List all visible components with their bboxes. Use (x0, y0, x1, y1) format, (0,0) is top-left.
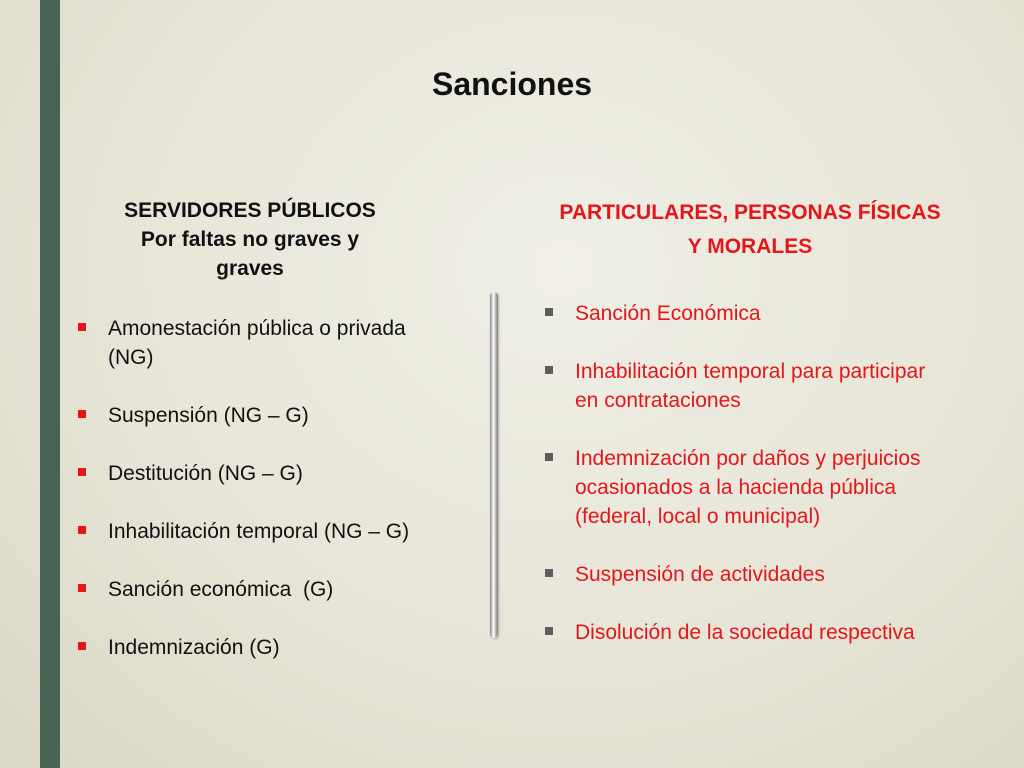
list-item (78, 575, 478, 604)
left-column-heading (80, 196, 420, 283)
right-heading-line: PARTICULARES, PERSONAS FÍSICAS (559, 201, 941, 224)
list-item (545, 618, 985, 647)
square-bullet-icon (78, 526, 86, 534)
left-sanctions-list (78, 314, 478, 691)
square-bullet-icon (545, 366, 553, 374)
list-item-text: (NG) (108, 346, 154, 369)
square-bullet-icon (78, 642, 86, 650)
list-item-text: Suspensión (NG – G) (108, 404, 309, 427)
square-bullet-icon (545, 453, 553, 461)
side-accent-bar (40, 0, 60, 768)
list-item-text: Indemnización (G) (108, 636, 280, 659)
list-item-text: (federal, local o municipal) (575, 505, 821, 528)
list-item (545, 299, 985, 328)
list-item-text: Suspensión de actividades (575, 563, 825, 586)
list-item-text: en contrataciones (575, 389, 741, 412)
list-item-text: Indemnización por daños y perjuicios (575, 447, 921, 470)
list-item (78, 517, 478, 546)
left-heading-line: Por faltas no graves y (140, 228, 360, 251)
list-item-text: Amonestación pública o privada (108, 317, 406, 340)
square-bullet-icon (545, 627, 553, 635)
slide-title (0, 66, 1024, 103)
list-item (78, 314, 478, 372)
left-heading-line: SERVIDORES PÚBLICOS (124, 199, 376, 222)
list-item-text: Sanción económica (G) (108, 578, 334, 601)
right-sanctions-list (545, 299, 985, 676)
list-item-text: Disolución de la sociedad respectiva (575, 621, 915, 644)
list-item (78, 633, 478, 662)
list-item (78, 459, 478, 488)
list-item (545, 444, 985, 531)
list-item-text: Destitución (NG – G) (108, 462, 303, 485)
column-divider (490, 292, 498, 638)
square-bullet-icon (545, 569, 553, 577)
right-heading-line: Y MORALES (687, 235, 813, 258)
square-bullet-icon (78, 323, 86, 331)
right-column-heading (520, 196, 980, 264)
slide-title-text: Sanciones (431, 66, 593, 102)
list-item-text: Inhabilitación temporal para participar (575, 360, 926, 383)
square-bullet-icon (78, 584, 86, 592)
square-bullet-icon (545, 308, 553, 316)
list-item-text: ocasionados a la hacienda pública (575, 476, 897, 499)
list-item (545, 357, 985, 415)
list-item-text: Inhabilitación temporal (NG – G) (108, 520, 410, 543)
list-item (545, 560, 985, 589)
left-heading-line: graves (216, 257, 284, 280)
square-bullet-icon (78, 410, 86, 418)
square-bullet-icon (78, 468, 86, 476)
list-item (78, 401, 478, 430)
list-item-text: Sanción Económica (575, 302, 761, 325)
